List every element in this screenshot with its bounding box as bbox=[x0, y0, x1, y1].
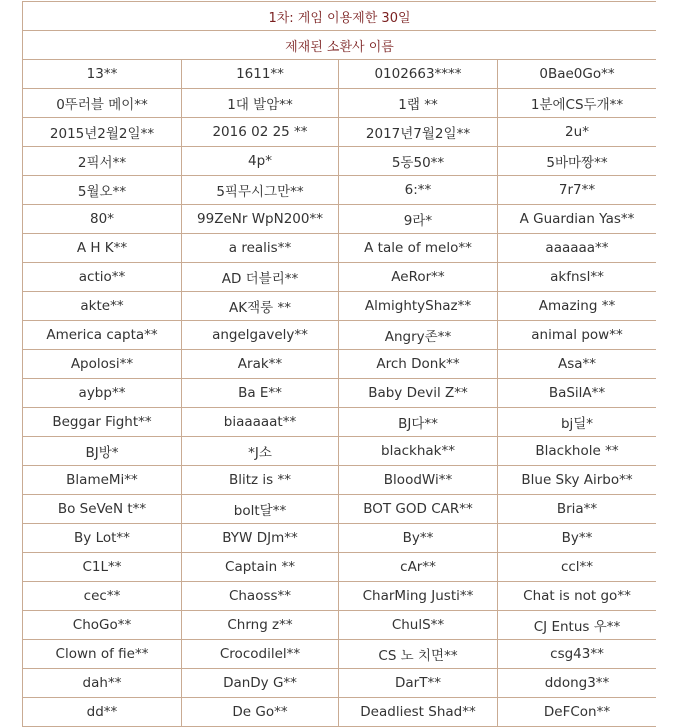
summoner-name-cell: ddong3** bbox=[498, 669, 657, 698]
summoner-name-cell: America capta** bbox=[23, 321, 182, 350]
table-row bbox=[23, 466, 657, 495]
summoner-name-cell: Arch Donk** bbox=[339, 350, 498, 379]
summoner-name-cell: 7r7** bbox=[498, 176, 657, 205]
summoner-name-cell: By** bbox=[498, 524, 657, 553]
summoner-name-cell: 0Bae0Go** bbox=[498, 60, 657, 89]
summoner-name-cell: DeFCon** bbox=[498, 698, 657, 727]
summoner-name-cell: aaaaaa** bbox=[498, 234, 657, 263]
summoner-name-cell: Bo SeVeN t** bbox=[23, 495, 182, 524]
summoner-name-cell: Clown of fie** bbox=[23, 640, 182, 669]
summoner-name-cell: 5동50** bbox=[339, 147, 498, 176]
summoner-name-cell: A tale of melo** bbox=[339, 234, 498, 263]
summoner-name-cell: Asa** bbox=[498, 350, 657, 379]
summoner-name-cell: ChulS** bbox=[339, 611, 498, 640]
summoner-name-cell: Blitz is ** bbox=[182, 466, 339, 495]
summoner-name-cell: 2픽서** bbox=[23, 147, 182, 176]
summoner-name-cell: cec** bbox=[23, 582, 182, 611]
table-row bbox=[23, 321, 657, 350]
summoner-name-cell: Captain ** bbox=[182, 553, 339, 582]
summoner-name-cell: AK잭룽 ** bbox=[182, 292, 339, 321]
summoner-name-cell: Beggar Fight** bbox=[23, 408, 182, 437]
summoner-name-cell: Arak** bbox=[182, 350, 339, 379]
ban-list-frame bbox=[22, 0, 656, 727]
summoner-name-cell: *J소 bbox=[182, 437, 339, 466]
summoner-name-cell: 2015년2월2일** bbox=[23, 118, 182, 147]
summoner-name-cell: DarT** bbox=[339, 669, 498, 698]
header-row-subtitle bbox=[23, 31, 657, 60]
summoner-name-cell: C1L** bbox=[23, 553, 182, 582]
summoner-name-cell: bolt달** bbox=[182, 495, 339, 524]
summoner-name-cell: 5바마짱** bbox=[498, 147, 657, 176]
summoner-name-cell: ChoGo** bbox=[23, 611, 182, 640]
summoner-name-cell: 6:** bbox=[339, 176, 498, 205]
summoner-name-cell: dd** bbox=[23, 698, 182, 727]
summoner-name-cell: 1분에CS두개** bbox=[498, 89, 657, 118]
table-row bbox=[23, 408, 657, 437]
summoner-name-cell: CJ Entus 우** bbox=[498, 611, 657, 640]
table-row bbox=[23, 292, 657, 321]
ban-list-table bbox=[22, 1, 656, 727]
summoner-name-cell: By Lot** bbox=[23, 524, 182, 553]
summoner-name-cell: BJ다** bbox=[339, 408, 498, 437]
summoner-name-cell: Chat is not go** bbox=[498, 582, 657, 611]
table-row bbox=[23, 437, 657, 466]
summoner-name-cell: A H K** bbox=[23, 234, 182, 263]
summoner-name-cell: BaSilA** bbox=[498, 379, 657, 408]
summoner-name-cell: AeRor** bbox=[339, 263, 498, 292]
summoner-name-cell: BlameMi** bbox=[23, 466, 182, 495]
summoner-name-cell: 2016 02 25 ** bbox=[182, 118, 339, 147]
summoner-name-cell: De Go** bbox=[182, 698, 339, 727]
summoner-name-cell: 2017년7월2일** bbox=[339, 118, 498, 147]
header-row-title bbox=[23, 2, 657, 31]
table-row bbox=[23, 640, 657, 669]
summoner-name-cell: 5픽무시그만** bbox=[182, 176, 339, 205]
summoner-name-cell: Chrng z** bbox=[182, 611, 339, 640]
summoner-name-cell: 1랩 ** bbox=[339, 89, 498, 118]
summoner-name-cell: 9라* bbox=[339, 205, 498, 234]
summoner-name-cell: AD 더블리** bbox=[182, 263, 339, 292]
summoner-name-cell: Blackhole ** bbox=[498, 437, 657, 466]
penalty-title: 1차: 게임 이용제한 30일 bbox=[23, 2, 657, 31]
summoner-name-cell: BYW DJm** bbox=[182, 524, 339, 553]
summoner-name-cell: Chaoss** bbox=[182, 582, 339, 611]
summoner-name-cell: akte** bbox=[23, 292, 182, 321]
summoner-name-cell: BJ방* bbox=[23, 437, 182, 466]
table-row bbox=[23, 147, 657, 176]
summoner-name-cell: Baby Devil Z** bbox=[339, 379, 498, 408]
summoner-name-cell: csg43** bbox=[498, 640, 657, 669]
summoner-name-cell: animal pow** bbox=[498, 321, 657, 350]
summoner-name-cell: Ba E** bbox=[182, 379, 339, 408]
summoner-name-cell: 0뚜러블 메이** bbox=[23, 89, 182, 118]
summoner-name-cell: AlmightyShaz** bbox=[339, 292, 498, 321]
summoner-name-cell: ccl** bbox=[498, 553, 657, 582]
table-row bbox=[23, 350, 657, 379]
summoner-name-cell: Amazing ** bbox=[498, 292, 657, 321]
summoner-name-cell: aybp** bbox=[23, 379, 182, 408]
summoner-name-cell: a realis** bbox=[182, 234, 339, 263]
summoner-name-cell: 0102663**** bbox=[339, 60, 498, 89]
summoner-name-cell: cAr** bbox=[339, 553, 498, 582]
summoner-name-cell: 2u* bbox=[498, 118, 657, 147]
summoner-name-cell: 13** bbox=[23, 60, 182, 89]
summoner-name-cell: BOT GOD CAR** bbox=[339, 495, 498, 524]
summoner-name-cell: actio** bbox=[23, 263, 182, 292]
table-row bbox=[23, 553, 657, 582]
summoner-name-cell: 1611** bbox=[182, 60, 339, 89]
summoner-name-cell: Angry존** bbox=[339, 321, 498, 350]
table-row bbox=[23, 379, 657, 408]
summoner-name-cell: BloodWi** bbox=[339, 466, 498, 495]
table-row bbox=[23, 234, 657, 263]
summoner-name-cell: DanDy G** bbox=[182, 669, 339, 698]
banned-names-heading: 제재된 소환사 이름 bbox=[23, 31, 657, 60]
summoner-name-cell: blackhak** bbox=[339, 437, 498, 466]
summoner-name-cell: Deadliest Shad** bbox=[339, 698, 498, 727]
table-row bbox=[23, 176, 657, 205]
summoner-name-cell: dah** bbox=[23, 669, 182, 698]
summoner-name-cell: biaaaaat** bbox=[182, 408, 339, 437]
table-row bbox=[23, 698, 657, 727]
summoner-name-cell: By** bbox=[339, 524, 498, 553]
summoner-name-cell: angelgavely** bbox=[182, 321, 339, 350]
summoner-name-cell: 99ZeNr WpN200** bbox=[182, 205, 339, 234]
summoner-name-cell: A Guardian Yas** bbox=[498, 205, 657, 234]
table-row bbox=[23, 524, 657, 553]
table-row bbox=[23, 495, 657, 524]
table-row bbox=[23, 611, 657, 640]
summoner-name-cell: bj딜* bbox=[498, 408, 657, 437]
summoner-name-cell: CS 노 치면** bbox=[339, 640, 498, 669]
summoner-name-cell: Blue Sky Airbo** bbox=[498, 466, 657, 495]
table-row bbox=[23, 582, 657, 611]
table-row bbox=[23, 60, 657, 89]
table-row bbox=[23, 118, 657, 147]
table-row bbox=[23, 263, 657, 292]
summoner-name-cell: akfnsl** bbox=[498, 263, 657, 292]
summoner-name-cell: Apolosi** bbox=[23, 350, 182, 379]
table-row bbox=[23, 669, 657, 698]
table-row bbox=[23, 205, 657, 234]
summoner-name-cell: Bria** bbox=[498, 495, 657, 524]
ban-list-body bbox=[23, 2, 657, 727]
summoner-name-cell: 80* bbox=[23, 205, 182, 234]
summoner-name-cell: 4p* bbox=[182, 147, 339, 176]
table-row bbox=[23, 89, 657, 118]
summoner-name-cell: Crocodilel** bbox=[182, 640, 339, 669]
summoner-name-cell: CharMing Justi** bbox=[339, 582, 498, 611]
summoner-name-cell: 5월오** bbox=[23, 176, 182, 205]
summoner-name-cell: 1대 발암** bbox=[182, 89, 339, 118]
